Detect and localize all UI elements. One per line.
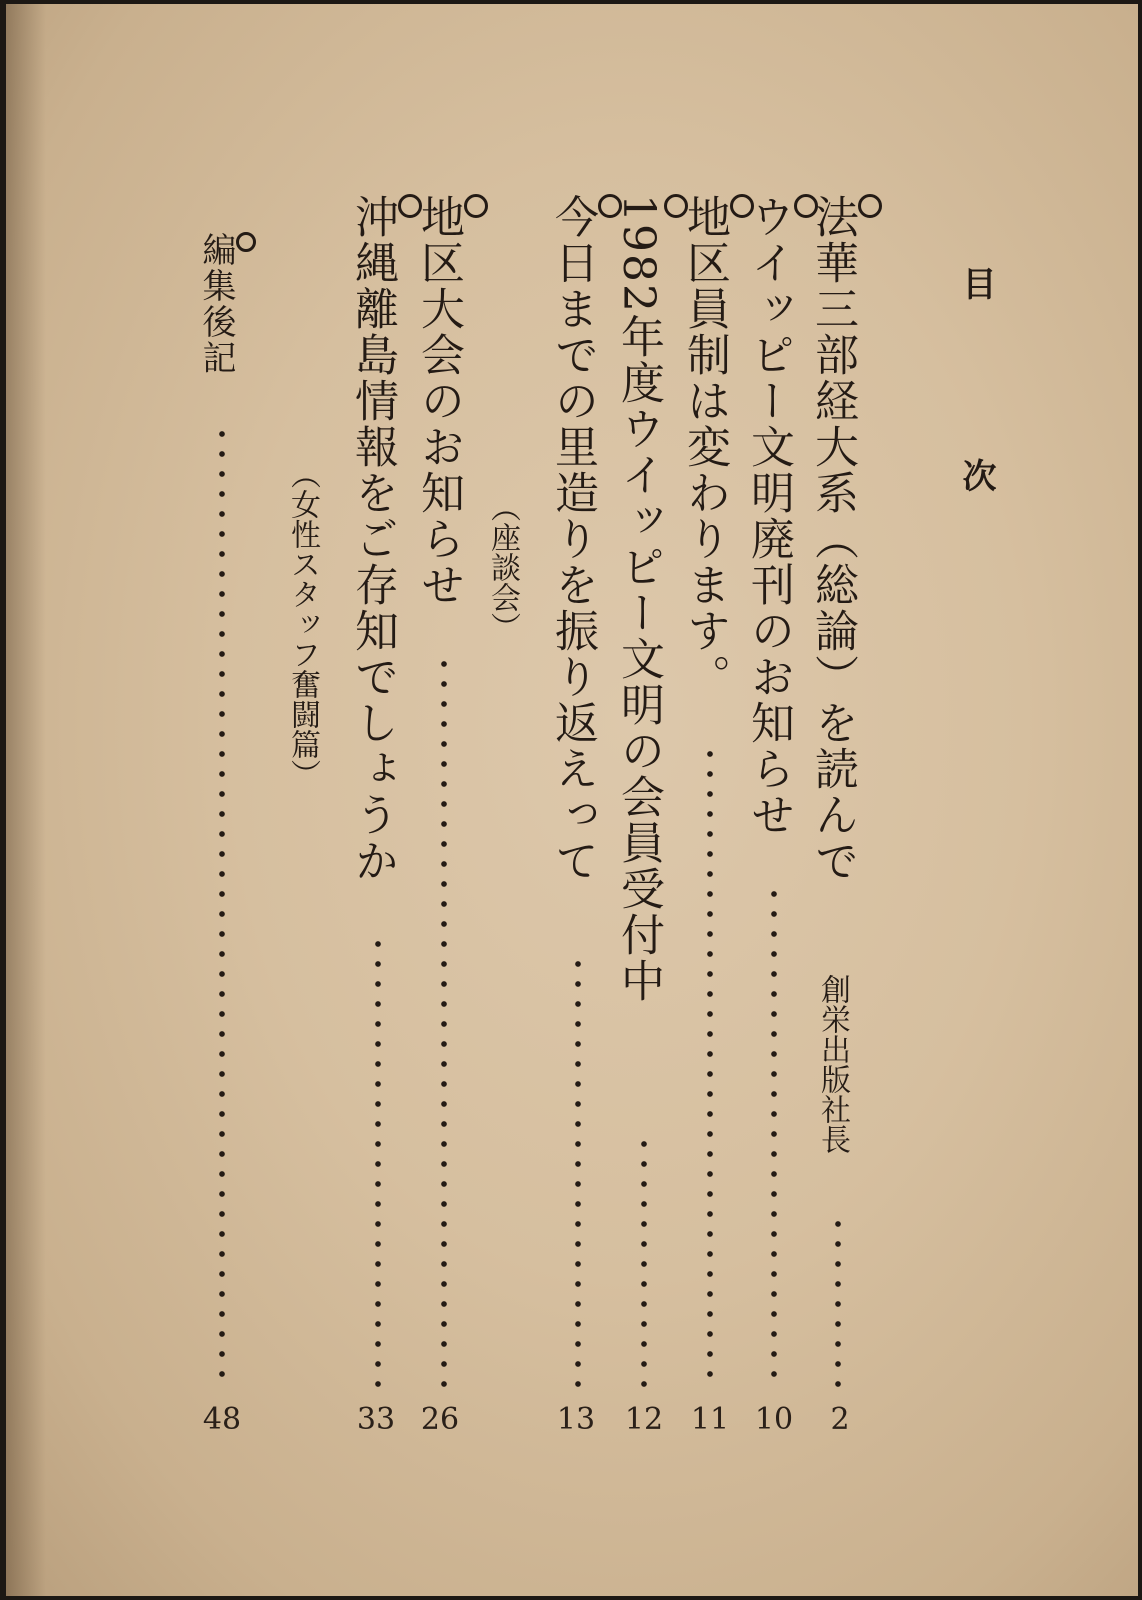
leader-dots <box>770 884 778 1390</box>
leader-dots <box>218 424 226 1390</box>
bullet-circle-icon <box>464 194 488 218</box>
leader-dots <box>640 1134 648 1390</box>
bullet-circle-icon <box>794 194 818 218</box>
entry-title: ウイッピー文明廃刊のお知らせ <box>743 194 794 838</box>
entry-author: 創栄出版社長 <box>815 974 850 1154</box>
page-number: 2 <box>830 1402 850 1437</box>
bullet-circle-icon <box>664 194 688 218</box>
page-number: 48 <box>202 1402 242 1437</box>
entry-title: 今日までの里造りを振り返えって <box>547 194 598 884</box>
page-number: 10 <box>754 1402 794 1437</box>
leader-dots <box>834 1214 842 1390</box>
entry-title: 編集後記 <box>196 232 236 376</box>
bullet-circle-icon <box>598 194 622 218</box>
toc-entry[interactable] <box>196 232 264 376</box>
bullet-circle-icon <box>236 232 256 252</box>
entry-title: 地区大会のお知らせ <box>413 194 464 608</box>
leader-dots <box>374 934 382 1390</box>
leader-dots <box>574 954 582 1390</box>
entry-title: 地区員制は変わります。 <box>679 194 730 700</box>
bullet-circle-icon <box>858 194 882 218</box>
bullet-circle-icon <box>398 194 422 218</box>
toc-entry[interactable] <box>346 194 436 884</box>
page-number: 26 <box>420 1402 460 1437</box>
entry-title: 1982年度ウイッピー文明の会員受付中 <box>613 194 664 1004</box>
toc-title: 目 次 <box>956 266 996 554</box>
bullet-circle-icon <box>730 194 754 218</box>
entry-subtitle: （座談会） <box>485 492 520 642</box>
toc-entry[interactable] <box>546 194 636 884</box>
page-number: 33 <box>356 1402 396 1437</box>
page-number: 11 <box>690 1402 730 1437</box>
spine-shadow <box>6 4 46 1596</box>
entry-title: 沖縄離島情報をご存知でしょうか <box>347 194 398 884</box>
toc-page <box>6 4 1138 1596</box>
entry-subtitle: （女性スタッフ奮闘篇） <box>285 459 320 789</box>
leader-dots <box>706 744 714 1390</box>
leader-dots <box>440 654 448 1390</box>
page-number: 12 <box>624 1402 664 1437</box>
page-number: 13 <box>556 1402 596 1437</box>
entry-title: 法華三部経大系（総論）を読んで <box>807 194 858 884</box>
